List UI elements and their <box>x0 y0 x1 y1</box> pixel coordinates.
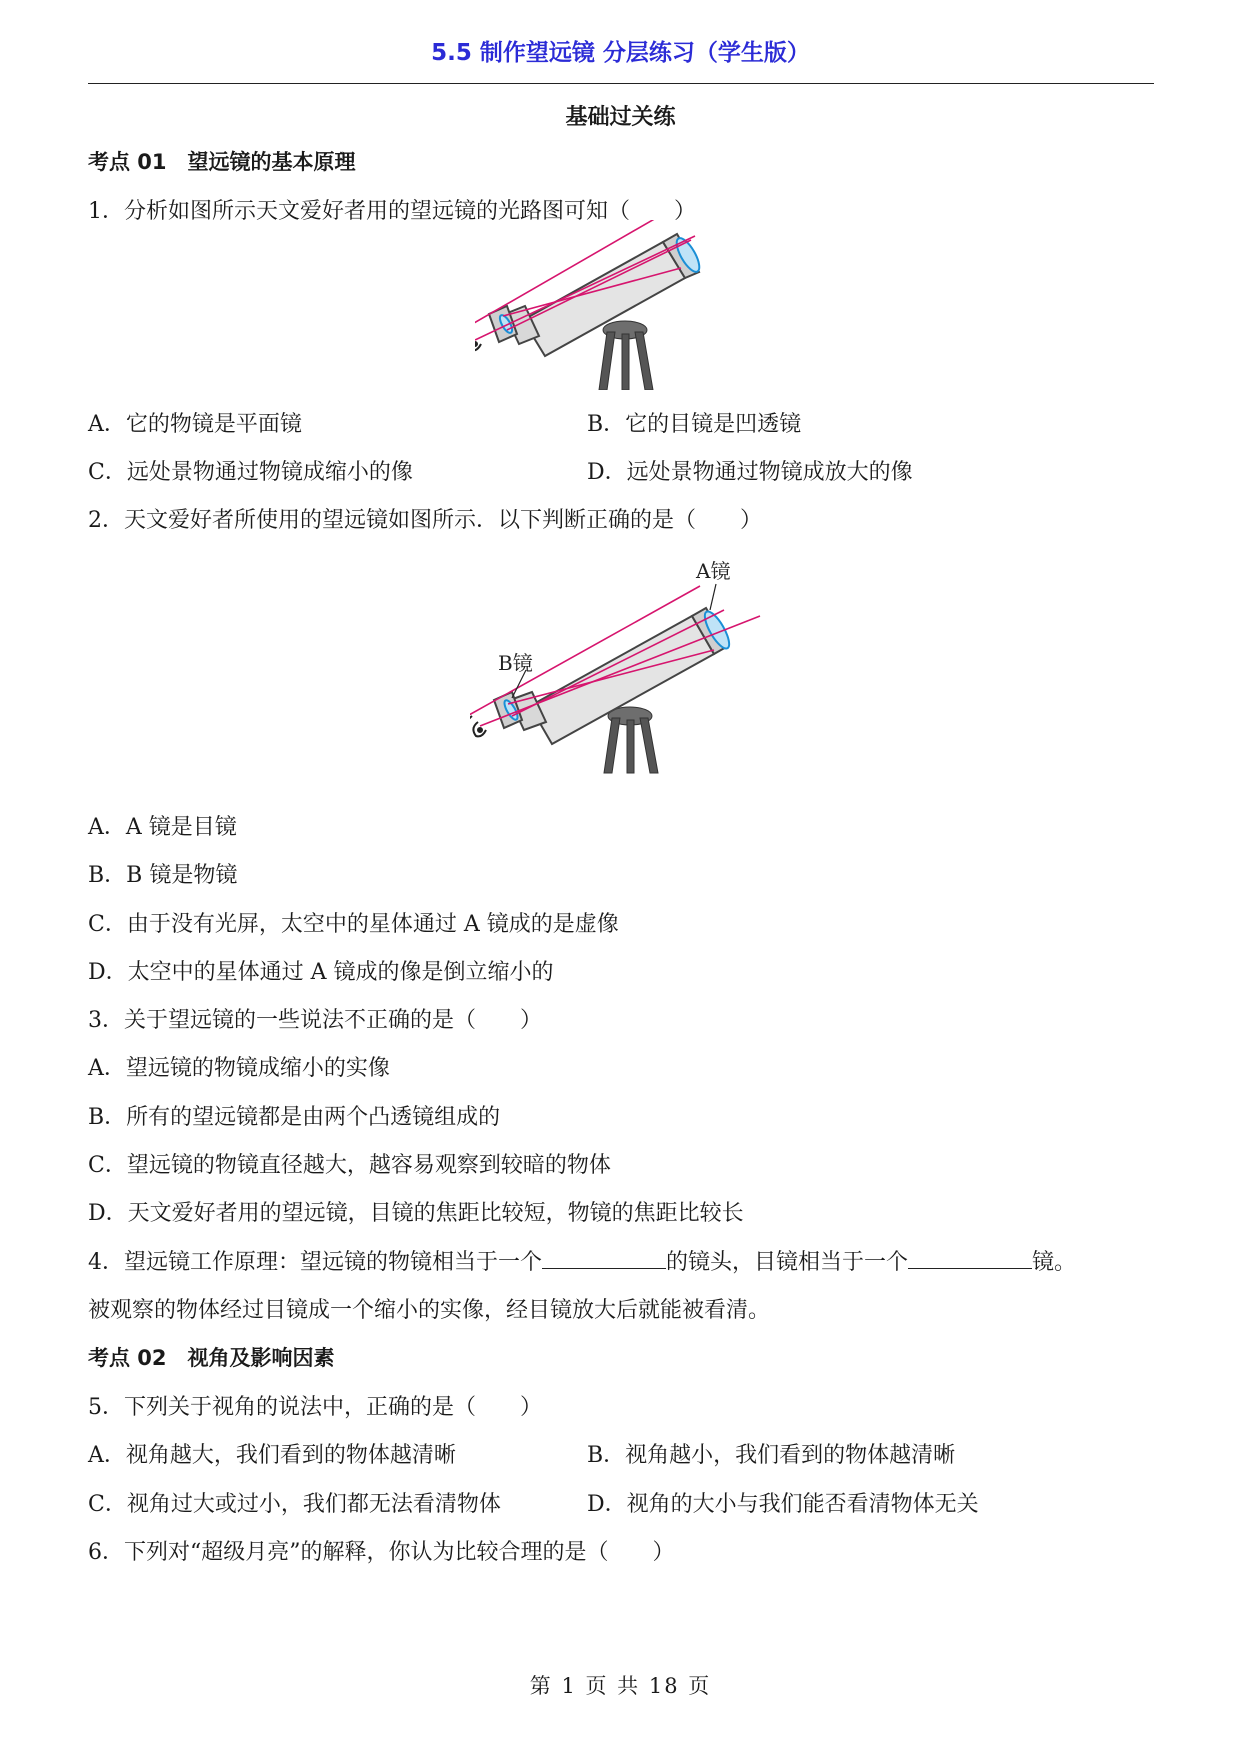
telescope-figure-2 <box>470 558 790 778</box>
q4-text-part-2: 的镜头，目镜相当于一个 <box>666 1250 909 1275</box>
telescope-figure-1 <box>475 220 775 390</box>
question-4-line-2: 被观察的物体经过目镜成一个缩小的实像，经目镜放大后就能被看清。 <box>88 1298 771 1323</box>
q1-option-c: C．远处景物通过物镜成缩小的像 <box>88 460 413 485</box>
tripod <box>599 321 653 390</box>
q5-option-b: B．视角越小，我们看到的物体越清晰 <box>587 1443 956 1468</box>
header-divider <box>88 83 1154 84</box>
question-2-stem: 2．天文爱好者所使用的望远镜如图所示．以下判断正确的是（ ） <box>88 508 762 533</box>
lens-b-label: B镜 <box>498 651 533 675</box>
eye-icon <box>470 716 486 736</box>
q3-option-d: D．天文爱好者用的望远镜，目镜的焦距比较短，物镜的焦距比较长 <box>88 1201 744 1226</box>
question-3-stem: 3．关于望远镜的一些说法不正确的是（ ） <box>88 1008 542 1033</box>
question-5-stem: 5．下列关于视角的说法中，正确的是（ ） <box>88 1395 542 1420</box>
lens-a-label: A镜 <box>696 559 731 583</box>
question-4-line-1 <box>88 1245 1076 1276</box>
q2-option-d: D．太空中的星体通过 A 镜成的像是倒立缩小的 <box>88 960 554 985</box>
q3-option-a: A．望远镜的物镜成缩小的实像 <box>88 1056 390 1081</box>
q1-option-b: B．它的目镜是凹透镜 <box>587 412 802 437</box>
q2-option-c: C．由于没有光屏，太空中的星体通过 A 镜成的是虚像 <box>88 912 619 937</box>
q2-option-a: A．A 镜是目镜 <box>88 815 237 840</box>
q4-text-part-1: 4．望远镜工作原理：望远镜的物镜相当于一个 <box>88 1250 542 1275</box>
q2-option-b: B．B 镜是物镜 <box>88 863 238 888</box>
q4-blank-2[interactable] <box>908 1248 1032 1269</box>
q5-option-d: D．视角的大小与我们能否看清物体无关 <box>587 1492 979 1517</box>
q5-option-c: C．视角过大或过小，我们都无法看清物体 <box>88 1492 501 1517</box>
q3-option-c: C．望远镜的物镜直径越大，越容易观察到较暗的物体 <box>88 1153 611 1178</box>
question-6-stem: 6．下列对“超级月亮”的解释，你认为比较合理的是（ ） <box>88 1540 675 1565</box>
section-title: 基础过关练 <box>565 105 676 130</box>
q4-text-part-3: 镜。 <box>1032 1250 1077 1275</box>
document-title: 5.5 制作望远镜 分层练习（学生版） <box>431 40 810 66</box>
topic-heading-02: 考点 02 视角及影响因素 <box>88 1346 335 1370</box>
q5-option-a: A．视角越大，我们看到的物体越清晰 <box>88 1443 456 1468</box>
q1-option-a: A．它的物镜是平面镜 <box>88 412 302 437</box>
topic-heading-01: 考点 01 望远镜的基本原理 <box>88 150 356 174</box>
tripod <box>604 707 658 773</box>
question-1-stem: 1．分析如图所示天文爱好者用的望远镜的光路图可知（ ） <box>88 199 696 224</box>
q4-blank-1[interactable] <box>542 1248 666 1269</box>
q1-option-d: D．远处景物通过物镜成放大的像 <box>587 460 913 485</box>
page-footer: 第 1 页 共 18 页 <box>529 1674 712 1698</box>
q3-option-b: B．所有的望远镜都是由两个凸透镜组成的 <box>88 1105 501 1130</box>
